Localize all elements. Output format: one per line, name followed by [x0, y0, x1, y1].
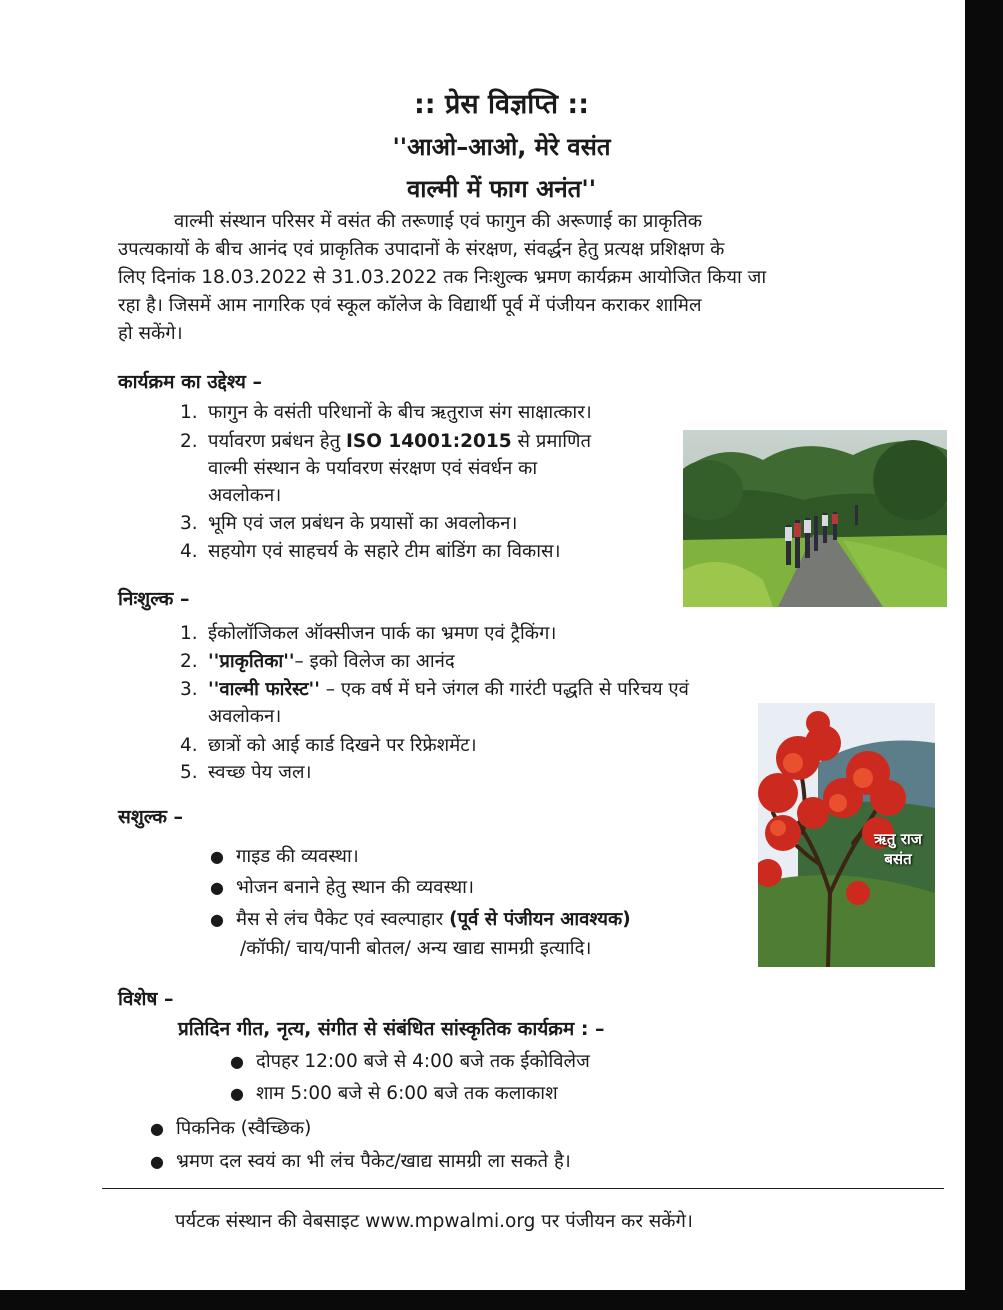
footer-text: पर पंजीयन कर सकेंगे। — [535, 1211, 693, 1232]
screen-border-bottom — [0, 1290, 1003, 1310]
paid-heading: सशुल्क – — [118, 806, 184, 828]
special-text: पिकनिक (स्वैच्छिक) — [176, 1118, 312, 1139]
flame-tree-photo — [758, 703, 935, 967]
objective-text: फागुन के वसंती परिधानों के बीच ऋतुराज संग साक्षात्कार। — [208, 402, 592, 423]
tree-caption-line: बसंत — [884, 850, 912, 868]
objective-text: भूमि एवं जल प्रबंधन के प्रयासों का अवलोकन। — [208, 513, 518, 534]
schedule-text: दोपहर 12:00 बजे से 4:00 बजे तक ईकोविलेज — [256, 1051, 590, 1072]
paid-item-1 — [210, 843, 359, 870]
free-item-1 — [180, 620, 556, 647]
objective-text: सहयोग एवं साहचर्य के सहारे टीम बांडिंग का विकास। — [208, 541, 561, 562]
paid-item-2 — [210, 874, 474, 901]
objective-item-2-cont: अवलोकन। — [208, 485, 282, 506]
trekking-group-photo — [683, 430, 947, 607]
footer-divider — [102, 1188, 944, 1189]
list-number: 3. — [180, 679, 198, 700]
list-number: 4. — [180, 541, 198, 562]
free-text: छात्रों को आई कार्ड दिखने पर रिफ्रेशमेंट। — [208, 735, 477, 756]
prakritika-label: ''प्राकृतिका'' — [208, 651, 295, 672]
free-item-5 — [180, 759, 312, 786]
iso-standard: ISO 14001:2015 — [346, 431, 512, 452]
list-number: 2. — [180, 651, 198, 672]
bullet-icon: ● — [150, 1119, 164, 1138]
objective-item-4 — [180, 538, 561, 565]
prior-registration-note: (पूर्व से पंजीयन आवश्यक) — [449, 909, 631, 930]
slogan-line-2: वाल्मी में फाग अनंत'' — [406, 175, 597, 203]
footer-note — [175, 1208, 693, 1233]
document-title: :: प्रेस विज्ञप्ति :: — [413, 89, 589, 120]
list-number: 3. — [180, 513, 198, 534]
intro-line: लिए दिनांक 18.03.2022 से 31.03.2022 तक निःशुल्क भ्रमण कार्यक्रम आयोजित किया जा — [118, 267, 767, 288]
paid-text: मैस से लंच पैकेट एवं स्वल्पाहार — [236, 909, 450, 930]
objective-item-2 — [180, 428, 591, 455]
objective-item-2-cont: वाल्मी संस्थान के पर्यावरण संरक्षण एवं संवर्धन का — [208, 458, 538, 479]
paid-item-3-cont: /कॉफी/ चाय/पानी बोतल/ अन्य खाद्य सामग्री इत्यादि। — [240, 938, 592, 959]
bullet-icon: ● — [210, 910, 224, 929]
list-number: 4. — [180, 735, 198, 756]
free-text: – एक वर्ष में घने जंगल की गारंटी पद्धति से परिचय एवं — [319, 679, 689, 700]
bullet-icon: ● — [210, 878, 224, 897]
list-number: 1. — [180, 623, 198, 644]
tree-caption-line: ऋतु राज — [874, 830, 922, 848]
objectives-heading: कार्यक्रम का उद्देश्य – — [118, 371, 263, 393]
objective-text: पर्यावरण प्रबंधन हेतु — [208, 431, 347, 452]
paid-item-3 — [210, 906, 631, 933]
footer-text: पर्यटक संस्थान की वेबसाइट — [175, 1211, 366, 1232]
free-item-3-cont: अवलोकन। — [208, 706, 282, 727]
objective-item-1 — [180, 399, 592, 426]
objective-text: से प्रमाणित — [511, 431, 592, 452]
bullet-icon: ● — [210, 847, 224, 866]
slogan-line-1: ''आओ–आओ, मेरे वसंत — [392, 133, 611, 161]
bullet-icon: ● — [230, 1084, 244, 1103]
list-number: 5. — [180, 762, 198, 783]
special-text: भ्रमण दल स्वयं का भी लंच पैकेट/खाद्य सामग्री ला सकते है। — [176, 1151, 571, 1172]
special-item-1 — [150, 1115, 311, 1142]
list-number: 1. — [180, 402, 198, 423]
free-heading: निःशुल्क – — [118, 588, 190, 610]
free-item-4 — [180, 732, 477, 759]
bullet-icon: ● — [150, 1152, 164, 1171]
cultural-program-heading: प्रतिदिन गीत, नृत्य, संगीत से संबंधित सांस्कृतिक कार्यक्रम : – — [178, 1018, 605, 1040]
walmi-forest-label: ''वाल्मी फारेस्ट'' — [208, 679, 320, 700]
schedule-text: शाम 5:00 बजे से 6:00 बजे तक कलाकाश — [256, 1083, 558, 1104]
special-heading: विशेष – — [118, 988, 174, 1010]
free-text: – इको विलेज का आनंद — [294, 651, 455, 672]
free-item-2 — [180, 648, 455, 675]
free-text: स्वच्छ पेय जल। — [208, 762, 312, 783]
intro-line: वाल्मी संस्थान परिसर में वसंत की तरूणाई एवं फागुन की अरूणाई का प्राकृतिक — [174, 211, 703, 232]
intro-line: रहा है। जिसमें आम नागरिक एवं स्कूल कॉलेज के विद्यार्थी पूर्व में पंजीयन कराकर शामिल — [118, 295, 702, 316]
website-link[interactable]: www.mpwalmi.org — [365, 1211, 536, 1232]
free-text: ईकोलॉजिकल ऑक्सीजन पार्क का भ्रमण एवं ट्रैकिंग। — [208, 623, 557, 644]
intro-paragraph — [118, 208, 883, 348]
intro-line: उपत्यकायों के बीच आनंद एवं प्राकृतिक उपादानों के संरक्षण, संवर्द्धन हेतु प्रत्यक्ष प्रशिक्षण के — [118, 239, 725, 260]
schedule-item-2 — [230, 1080, 558, 1107]
schedule-item-1 — [230, 1048, 590, 1075]
bullet-icon: ● — [230, 1052, 244, 1071]
objective-item-3 — [180, 510, 517, 537]
paid-text: भोजन बनाने हेतु स्थान की व्यवस्था। — [236, 877, 474, 898]
intro-line: हो सकेंगे। — [118, 323, 183, 344]
list-number: 2. — [180, 431, 198, 452]
free-item-3 — [180, 676, 689, 703]
special-item-2 — [150, 1148, 571, 1175]
tree-caption — [858, 829, 935, 869]
paid-text: गाइड की व्यवस्था। — [236, 846, 359, 867]
